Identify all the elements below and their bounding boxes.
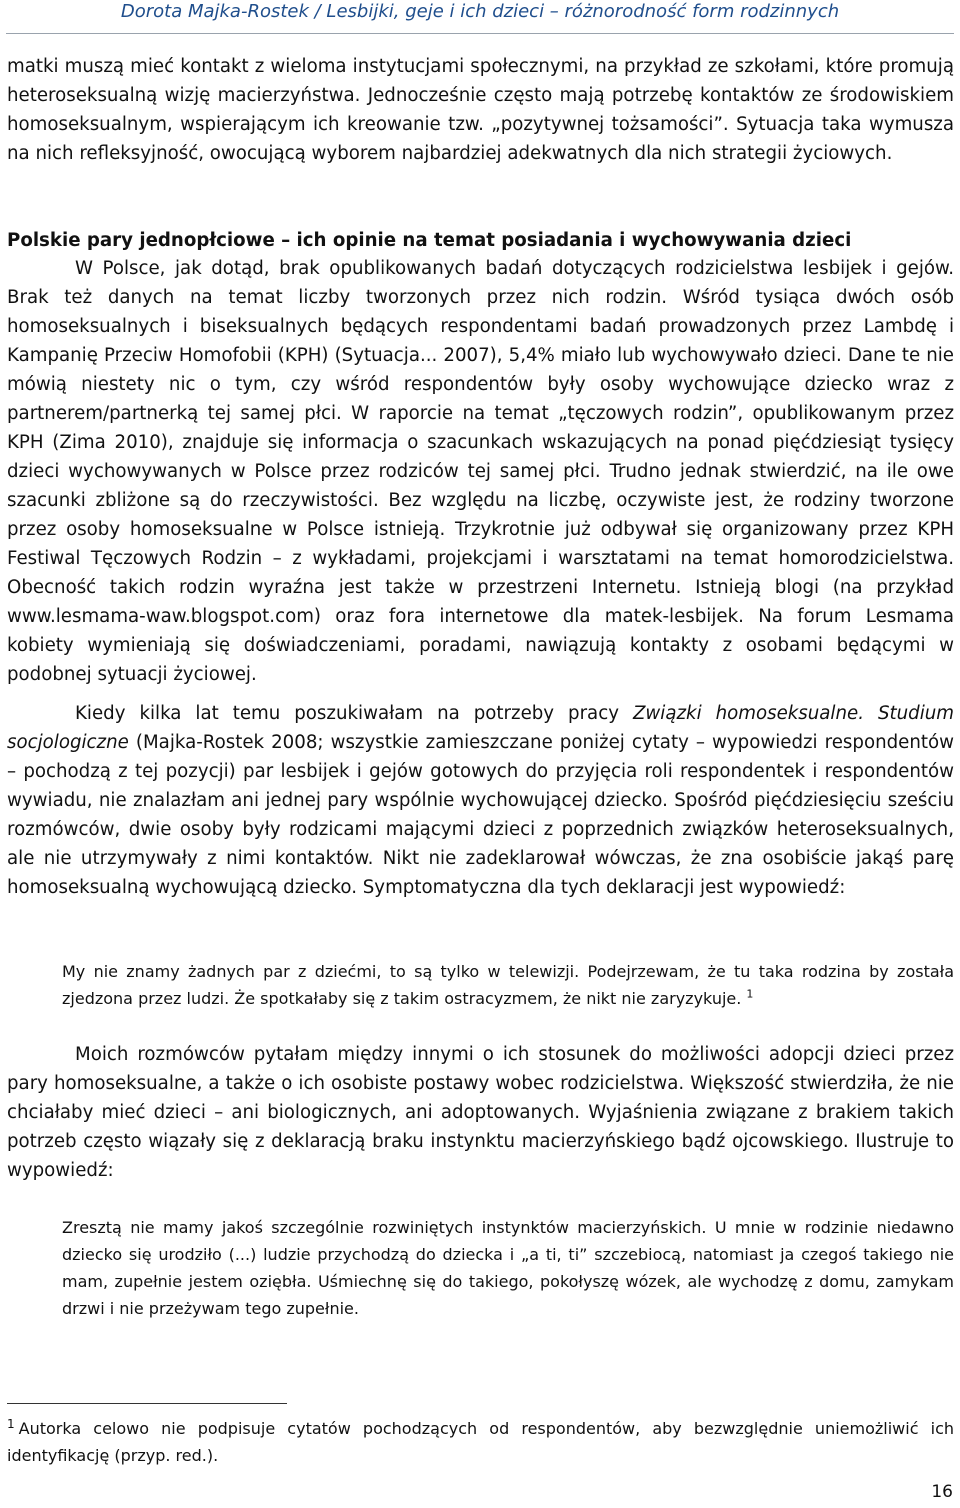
paragraph-4: Moich rozmówców pytałam między innymi o ich stosunek do możliwości adopcji dzieci przez pary homoseksualne, a także o ich osobiste postawy wobec rodzicielstwa. Większość stwierdziła, że nie chciałaby mieć dzieci – ani biologicznych, ani adoptowanych. Wyjaśnienia związane z brakiem takich potrzeb często wiązały się z deklaracją braku instynktu macierzyńskiego bądź ojcowskiego. Ilustruje to wypowiedź: — [7, 1044, 954, 1181]
footnote-mark: 1 — [7, 1416, 15, 1431]
footnote-text: Autorka celowo nie podpisuje cytatów pochodzących od respondentów, aby bezwzględnie uniemożliwić ich identyfikację (przyp. red.). — [7, 1419, 954, 1465]
quote-1 — [62, 958, 954, 1012]
paragraph-2: W Polsce, jak dotąd, brak opublikowanych badań dotyczących rodzicielstwa lesbijek i gejów. Brak też danych na temat liczby tworzonych przez nich rodzin. Wśród tysiąca dwóch osób homoseksualnych i biseksualnych będących respondentami badań prowadzonych przez Lambdę i Kampanię Przeciw Homofobii (KPH) (Sytuacja... 2007), 5,4% miało lub wychowywało dzieci. Dane te nie mówią niestety nic o tym, czy wśród respondentów były osoby wychowujące dziecko wraz z partnerem/partnerką tej samej płci. W raporcie na temat „tęczowych rodzin”, opublikowanym przez KPH (Zima 2010), znajduje się informacja o szacunkach wskazujących na ponad pięćdziesiąt tysięcy dzieci wychowywanych w Polsce przez rodziców tej samej płci. Trudno jednak stwierdzić, na ile owe szacunki zbliżone są do rzeczywistości. Bez względu na liczbę, oczywiste jest, że rodziny tworzone przez osoby homoseksualne w Polsce istnieją. Trzykrotnie już odbywał się organizowany przez KPH Festiwal Tęczowych Rodzin – z wykładami, projekcjami i warsztatami na temat homorodzicielstwa. Obecność takich rodzin wyraźna jest także w przestrzeni Internetu. Istnieją blogi (na przykład www.lesmama-waw.blogspot.com) oraz fora internetowe dla matek-lesbijek. Na forum Lesmama kobiety wymieniają się doświadczeniami, poradami, nawiązują kontakty z osobami będącymi w podobnej sytuacji życiowej. — [7, 258, 954, 685]
cited-work-title: Związki homoseksualne. Studium socjologiczne — [7, 703, 955, 753]
paragraph-3 — [7, 699, 954, 902]
quote-1-text: My nie znamy żadnych par z dziećmi, to są tylko w telewizji. Podejrzewam, że tu taka rodzina by została zjedzona przez ludzi. Że spotkałaby się z takim ostracyzmem, że nikt nie zaryzykuje. — [62, 962, 954, 1008]
footnote-reference: 1 — [746, 987, 754, 1001]
header-rule — [6, 33, 954, 34]
paragraph-3-rest: (Majka-Rostek 2008; wszystkie zamieszczane poniżej cytaty – wypowiedzi respondentów – pochodzą z tej pozycji) par lesbijek i gejów gotowych do przyjęcia roli respondentek i respondentów wywiadu, nie znalazłam ani jednej pary wspólnie wychowującej dziecko. Spośród pięćdziesięciu sześciu rozmówców, dwie osoby były rodzicami mającymi dzieci z poprzednich związków heteroseksualnych, ale nie utrzymywały z nimi kontaktów. Nikt nie zadeklarował wówczas, że zna osobiście jakąś parę homoseksualną wychowującą dziecko. Symptomatyczna dla tych deklaracji jest wypowiedź: — [7, 732, 954, 898]
running-header — [0, 0, 960, 28]
section-heading: Polskie pary jednopłciowe – ich opinie na temat posiadania i wychowywania dzieci — [7, 230, 852, 251]
footnote-rule — [7, 1403, 287, 1404]
paragraph-1: matki muszą mieć kontakt z wieloma instytucjami społecznymi, na przykład ze szkołami, które promują heteroseksualną wizję macierzyństwa. Jednocześnie często mają potrzebę kontaktów ze środowiskiem homoseksualnym, wspierającym ich kreowanie tzw. „pozytywnej tożsamości”. Sytuacja taka wymusza na nich refleksyjność, owocującą wyborem najbardziej adekwatnych dla nich strategii życiowych. — [7, 56, 954, 164]
quote-2: Zresztą nie mamy jakoś szczególnie rozwiniętych instynktów macierzyńskich. U mnie w rodzinie niedawno dziecko się urodziło (...) ludzie przychodzą do dziecka i „a ti, ti” szczebiocą, natomiast ja czegoś takiego nie mam, zupełnie jestem oziębła. Uśmiechnę się do takiego, pokołyszę wózek, ale wychodzę z domu, zamykam drzwi i nie przeżywam tego zupełnie. — [62, 1218, 954, 1318]
footnote — [7, 1415, 954, 1469]
page-number: 16 — [931, 1482, 953, 1502]
paragraph-3-start: Kiedy kilka lat temu poszukiwałam na potrzeby pracy — [75, 703, 633, 724]
running-title: Dorota Majka-Rostek / Lesbijki, geje i ich dzieci – różnorodność form rodzinnych — [120, 1, 840, 22]
